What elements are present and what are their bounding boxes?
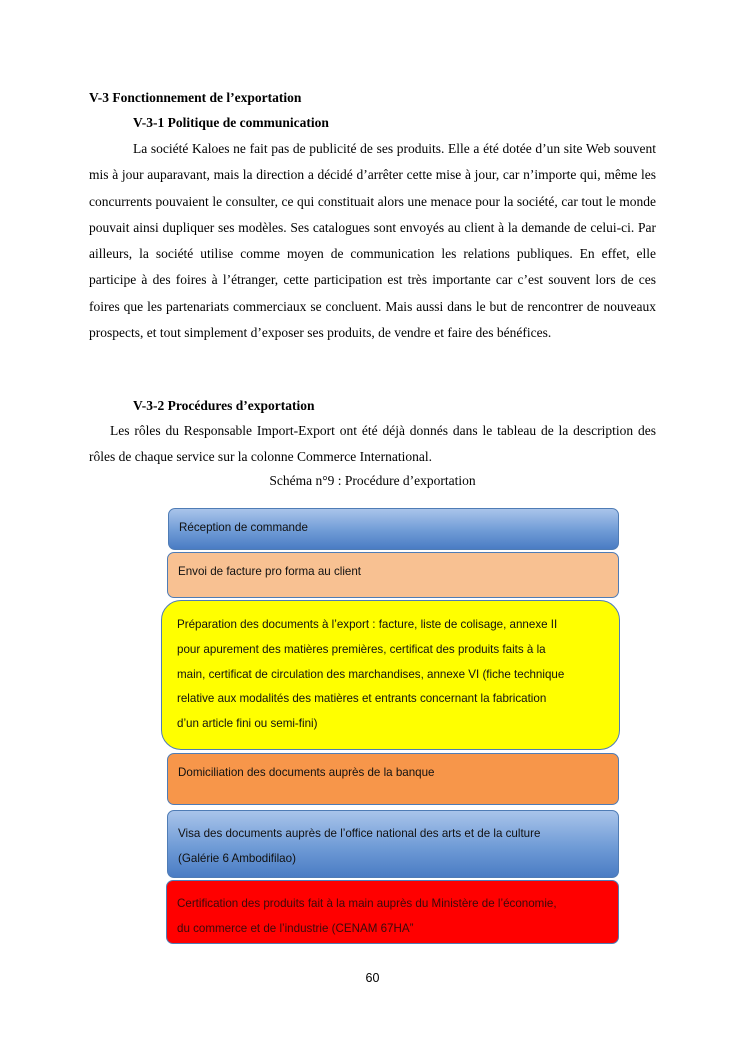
step-domiciliation <box>167 753 619 805</box>
subsection-heading-procedures: V-3-2 Procédures d’exportation <box>133 398 315 413</box>
step-visa-documents <box>167 810 619 878</box>
page-number: 60 <box>365 971 380 985</box>
communication-paragraph: La société Kaloes ne fait pas de publicité de ses produits. Elle a été dotée d’un site Web souvent mis à jour auparavant, mais la direction a décidé d’arrêter cette mise à jour, car n’importe qui, même les concurrents pouvaient le consulter, ce qui constituait alors une menace pour la société, car tout le monde pouvait ainsi dupliquer ses modèles. Ses catalogues sont envoyés au client à la demande de celui-ci. Par ailleurs, la société utilise comme moyen de communication les relations publiques. En effet, elle participe à des foires à l’étranger, cette participation est très importante car c’est souvent lors de ces foires que les partenariats commerciaux se concluent. Mais aussi dans le but de rencontrer de nouveaux prospects, et tout simplement d’exposer ses produits, de vendre et faire des bénéfices. <box>89 141 656 341</box>
step-line: main, certificat de circulation des marchandises, annexe VI (fiche technique <box>177 667 565 681</box>
diagram-caption: Schéma n°9 : Procédure d’exportation <box>269 473 476 488</box>
step-line: Domiciliation des documents auprès de la banque <box>178 766 435 779</box>
subsection-heading-communication: V-3-1 Politique de communication <box>133 115 329 130</box>
step-line: Envoi de facture pro forma au client <box>178 565 362 578</box>
step-line: Certification des produits fait à la main auprès du Ministère de l’économie, <box>177 897 557 910</box>
step-facture-pro-forma <box>167 552 619 598</box>
step-reception-commande <box>168 508 619 550</box>
step-line: Préparation des documents à l’export : facture, liste de colisage, annexe II <box>177 618 558 631</box>
step-certification-produits <box>166 880 619 944</box>
step-line: (Galérie 6 Ambodifilao) <box>178 852 296 865</box>
step-line: relative aux modalités des matières et entrants concernant la fabrication <box>177 692 547 706</box>
step-line: Visa des documents auprès de l’office national des arts et de la culture <box>178 827 541 840</box>
step-line: Réception de commande <box>179 521 308 534</box>
section-heading: V-3 Fonctionnement de l’exportation <box>89 90 302 105</box>
step-line: d’un article fini ou semi-fini) <box>177 717 318 731</box>
procedures-paragraph: Les rôles du Responsable Import-Export ont été déjà donnés dans le tableau de la description des rôles de chaque service sur la colonne Commerce International. <box>89 423 656 465</box>
step-line: pour apurement des matières premières, certificat des produits faits à la <box>177 642 546 656</box>
step-preparation-documents <box>161 600 620 750</box>
step-line: du commerce et de l’industrie (CENAM 67HA” <box>177 922 414 935</box>
